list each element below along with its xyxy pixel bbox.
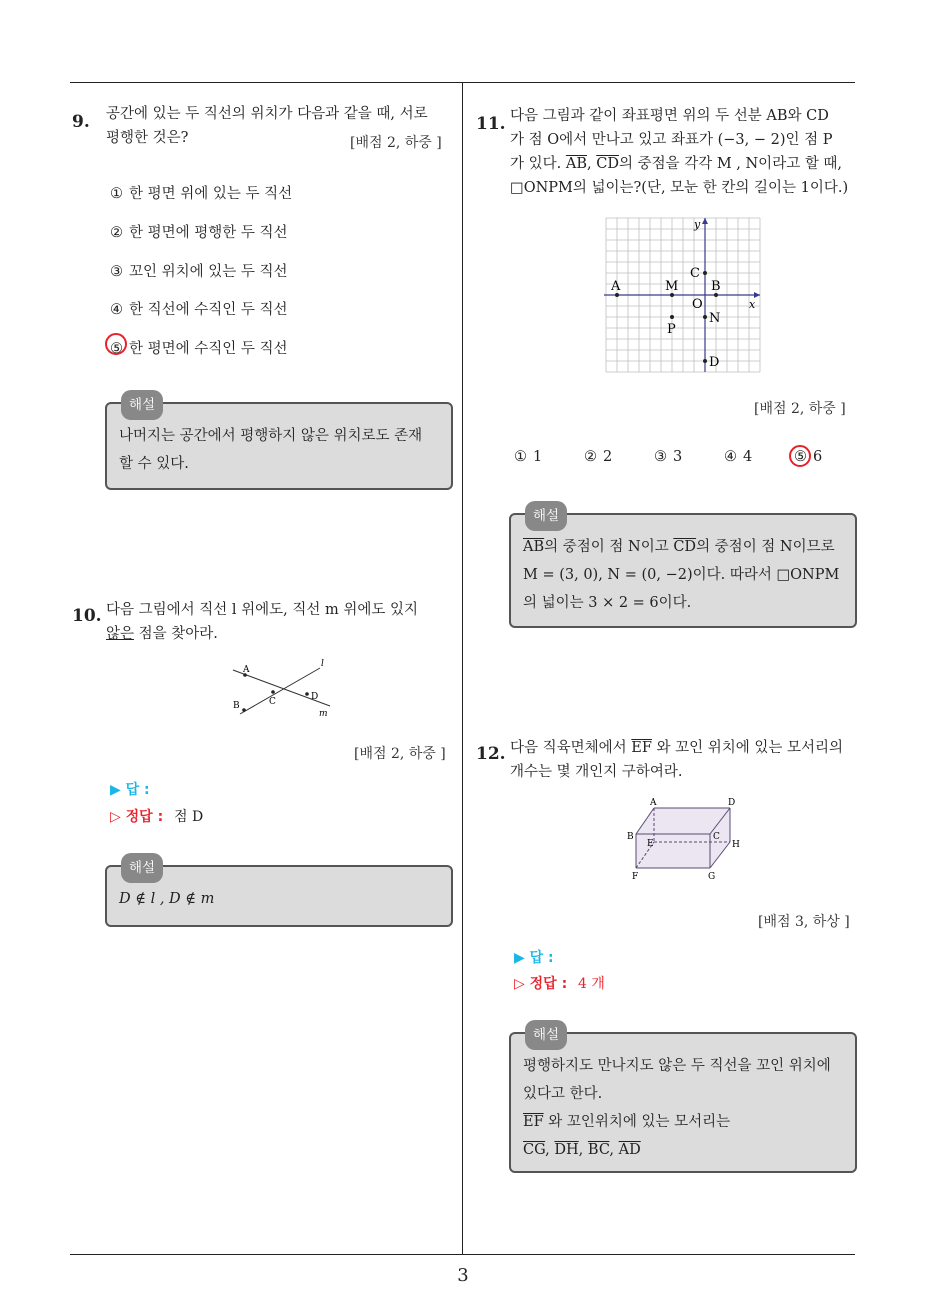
underlined-word: 않은: [106, 626, 135, 642]
text-segment: 의 중점이 점 N이므로: [696, 539, 835, 555]
point-d: [703, 359, 707, 363]
explanation-text: D ∉ l , D ∉ m: [119, 891, 215, 907]
question-text-line: [510, 736, 843, 760]
choice-mark: ①: [514, 449, 527, 465]
question-text-line: 가 점 O에서 만나고 있고 좌표가 (−3, − 2)인 점 P: [510, 132, 833, 148]
score-meta: [배점 2, 하중 ]: [350, 135, 442, 151]
choice-text: 6: [813, 449, 823, 465]
score-meta: [배점 3, 하상 ]: [758, 914, 850, 930]
explanation-tag: 해설: [525, 1020, 567, 1050]
explanation-text: 의 넓이는 3 × 2 = 6이다.: [523, 595, 692, 611]
explanation-text: [523, 533, 843, 561]
label-a: A: [650, 798, 657, 808]
correct-answer-row: [514, 973, 605, 993]
text-segment: ,: [587, 156, 597, 172]
bottom-rule: [70, 1254, 855, 1255]
segment-bc: $\overline{BC}$: [587, 1142, 610, 1158]
label-e: E: [647, 839, 654, 849]
explanation-tag: 해설: [121, 390, 163, 420]
choice-mark: ②: [584, 449, 597, 465]
choice-mark: ①: [110, 186, 123, 202]
question-text-line: [106, 622, 418, 646]
question-text-line: 다음 그림과 같이 좌표평면 위의 두 선분 AB와 CD: [510, 108, 829, 124]
y-axis-arrow-icon: [702, 218, 708, 224]
text-segment: 의 중점이 점 N이고: [544, 539, 674, 555]
choice-mark: ③: [654, 449, 667, 465]
label-m: m: [319, 709, 328, 719]
question-text-line: [510, 152, 848, 176]
choice-text: 꼬인 위치에 있는 두 직선: [129, 264, 288, 280]
explanation-tag: 해설: [525, 501, 567, 531]
answer-label: ▶ 답 :: [110, 782, 150, 798]
explanation-text: $\overline{CG}$, $\overline{DH}$, $\overline{BC}$, $\overline{AD}$: [523, 1142, 641, 1158]
segment-cd: $\overline{CD}$: [673, 539, 697, 555]
point-b: [242, 708, 246, 712]
label-b: B: [627, 832, 634, 842]
explanation-tag: 해설: [121, 853, 163, 883]
intersecting-lines-figure: [228, 656, 338, 720]
explanation-text: 있다고 한다.: [523, 1086, 603, 1102]
explanation-text: M = (3, 0), N = (0, −2)이다. 따라서 □ONPM: [523, 567, 840, 583]
label-c: C: [269, 697, 276, 707]
point-c: [271, 690, 275, 694]
segment-cg: $\overline{CG}$: [523, 1142, 546, 1158]
question-text-line: □ONPM의 넓이는?(단, 모눈 한 칸의 길이는 1이다.): [510, 180, 849, 196]
choice-mark: ②: [110, 225, 123, 241]
label-g: G: [708, 872, 716, 882]
page-number: 3: [457, 1265, 469, 1286]
choice-3[interactable]: [110, 260, 288, 281]
answer-circle-mark: [789, 445, 811, 467]
text-segment: 와 꼬인위치에 있는 모서리는: [543, 1114, 731, 1130]
point-p: [670, 315, 674, 319]
explanation-box: [105, 397, 453, 490]
answer-label: ▶ 답 :: [514, 950, 554, 966]
correct-answer-value: 점 D: [174, 809, 204, 825]
question-number: 9.: [72, 112, 90, 132]
label-l: l: [321, 659, 324, 669]
choice-text: 4: [743, 449, 753, 465]
label-d: D: [311, 692, 319, 702]
label-c: C: [690, 266, 700, 281]
label-m: M: [665, 279, 679, 294]
segment-ef: $\overline{EF}$: [523, 1114, 544, 1130]
text-segment: 가 있다.: [510, 156, 566, 172]
choice-4[interactable]: [110, 298, 288, 319]
question-number: 12.: [476, 744, 506, 764]
point-c: [703, 271, 707, 275]
answer-circle-mark: [105, 333, 127, 355]
text-segment: 다음 직육면체에서: [510, 740, 632, 756]
choice-text: 1: [533, 449, 543, 465]
explanation-text: 나머지는 공간에서 평행하지 않은 위치로도 존재: [119, 428, 423, 444]
question-text-line: 개수는 몇 개인지 구하여라.: [510, 764, 683, 780]
correct-answer-label: ▷ 정답 :: [110, 809, 164, 825]
choice-text: 한 직선에 수직인 두 직선: [129, 302, 288, 318]
explanation-text: 할 수 있다.: [119, 456, 189, 472]
label-a: A: [243, 665, 250, 675]
score-meta: [배점 2, 하중 ]: [754, 401, 846, 417]
score-meta: [배점 2, 하중 ]: [354, 746, 446, 762]
question-text-line: 공간에 있는 두 직선의 위치가 다음과 같을 때, 서로: [106, 106, 428, 122]
text-segment: 의 중점을 각각 M , N이라고 할 때,: [618, 156, 843, 172]
segment-ab: $\overline{AB}$: [523, 539, 545, 555]
choice-2[interactable]: [110, 221, 288, 242]
choice-mark: ⑤: [110, 341, 123, 357]
explanation-text: 평행하지도 만나지도 않은 두 직선을 꼬인 위치에: [523, 1058, 831, 1074]
correct-answer-row: [110, 806, 203, 826]
choice-text: 3: [673, 449, 683, 465]
choice-text: 한 평면에 수직인 두 직선: [129, 341, 288, 357]
question-text-rest: 점을 찾아라.: [134, 626, 218, 642]
choice-5[interactable]: [110, 337, 288, 358]
choice-text: 한 평면 위에 있는 두 직선: [129, 186, 293, 202]
text-segment: 와 꼬인 위치에 있는 모서리의: [651, 740, 844, 756]
question-number: 10.: [72, 606, 102, 626]
choice-4[interactable]: [724, 449, 752, 465]
cuboid-figure: [624, 796, 744, 886]
choice-text: 한 평면에 평행한 두 직선: [129, 225, 288, 241]
label-x: x: [749, 298, 756, 311]
label-b: B: [711, 279, 721, 294]
label-p: P: [667, 322, 676, 337]
label-b: B: [233, 701, 240, 711]
segment-ef: $\overline{EF}$: [631, 740, 652, 756]
question-text: [510, 104, 848, 200]
explanation-text: [523, 1108, 843, 1136]
choice-1[interactable]: [514, 449, 542, 465]
segment-cd: $\overline{CD}$: [596, 156, 619, 172]
label-f: F: [632, 872, 639, 882]
explanation-box: [105, 860, 453, 927]
label-h: H: [732, 840, 740, 850]
label-d: D: [709, 355, 720, 370]
segment-ab: $\overline{AB}$: [565, 156, 587, 172]
answer-input-row[interactable]: [110, 779, 150, 799]
label-a: A: [611, 279, 621, 294]
choice-1[interactable]: [110, 182, 292, 203]
question-text-line: 평행한 것은?: [106, 130, 189, 146]
question-text-line: 다음 그림에서 직선 l 위에도, 직선 m 위에도 있지: [106, 602, 418, 618]
choice-mark: ④: [110, 302, 123, 318]
label-o: O: [692, 297, 703, 312]
explanation-box: [509, 1027, 857, 1173]
question-number: 11.: [476, 114, 506, 134]
choice-2[interactable]: [584, 449, 612, 465]
segment-ad: $\overline{AD}$: [618, 1142, 641, 1158]
correct-answer-label: ▷ 정답 :: [514, 976, 568, 992]
choice-text: 2: [603, 449, 613, 465]
choice-3[interactable]: [654, 449, 682, 465]
choice-mark: ③: [110, 264, 123, 280]
choice-mark: ⑤: [794, 449, 807, 465]
segment-dh: $\overline{DH}$: [554, 1142, 579, 1158]
label-n: N: [709, 311, 721, 326]
line-l: [240, 668, 320, 714]
label-d: D: [728, 798, 736, 808]
question-text: [106, 598, 418, 646]
label-c: C: [713, 832, 720, 842]
column-divider: [462, 82, 463, 1255]
point-d: [305, 692, 309, 696]
point-n: [703, 315, 707, 319]
explanation-box: [509, 508, 857, 628]
coordinate-grid-figure: [604, 216, 764, 374]
label-y: y: [694, 218, 701, 231]
correct-answer-value: 4 개: [578, 976, 605, 992]
answer-input-row[interactable]: [514, 947, 554, 967]
choice-mark: ④: [724, 449, 737, 465]
question-text: [510, 736, 843, 784]
